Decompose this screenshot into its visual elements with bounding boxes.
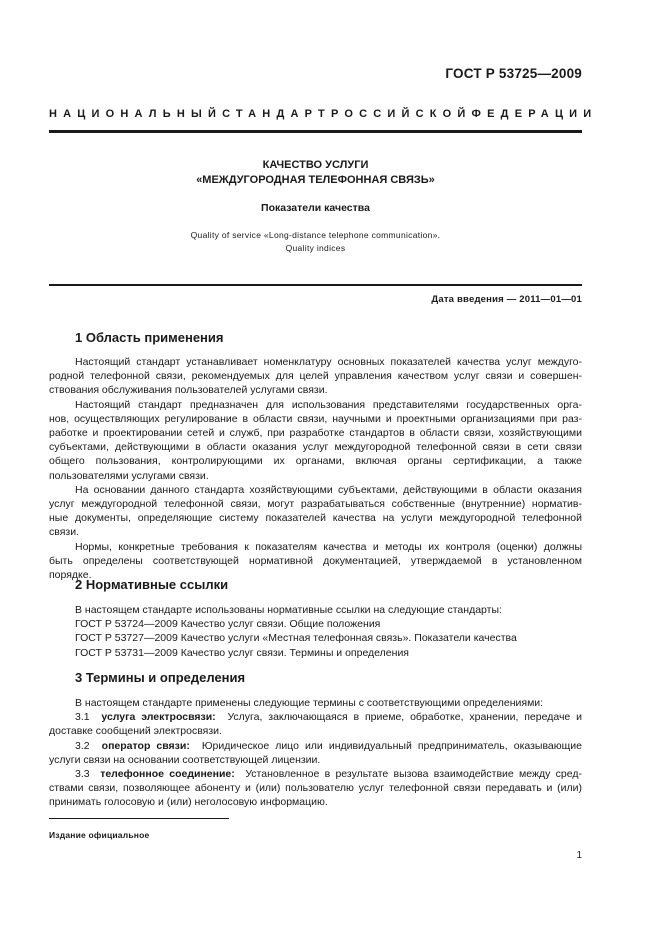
introduction-date: Дата введения — 2011—01—01	[431, 294, 582, 305]
text-line: пользователями услугами связи.	[49, 469, 209, 482]
term-3-1	[49, 710, 582, 724]
term-name: услуга электросвязи:	[101, 711, 216, 724]
title-rule	[49, 284, 582, 286]
reference-item: ГОСТ Р 53727—2009 Качество услуги «Местная телефонная связь». Показатели качества	[75, 632, 517, 645]
banner-word: НАЦИОНАЛЬНЫЙ	[49, 108, 223, 120]
text-line: ствования обслуживания пользователей услугами связи.	[49, 384, 328, 397]
text-line: связи.	[49, 526, 79, 539]
official-edition-label: Издание официальное	[49, 830, 150, 840]
term-name: оператор связи:	[101, 739, 190, 752]
text-line: услуг междугородной телефонной связи, могут разрабатываться собственные (внутренние) норматив-	[49, 498, 582, 511]
text-line: родной телефонной связи, рекомендуемых для целей управления качеством услуг связи и совершен-	[49, 370, 582, 383]
footer-rule	[49, 818, 229, 819]
section-1-title: 1 Область применения	[75, 330, 224, 345]
banner-word: РОССИЙСКОЙ	[330, 108, 472, 120]
text-line: На основании данного стандарта хозяйствующими субъектами, действующими в области оказания	[75, 483, 582, 496]
national-standard-banner	[49, 108, 598, 120]
section-1-body	[49, 355, 582, 582]
document-code: ГОСТ Р 53725—2009	[445, 66, 582, 81]
text-line: Настоящий стандарт предназначен для использования представителями государственных орга-	[75, 398, 582, 411]
term-number: 3.3	[75, 768, 90, 781]
term-number: 3.2	[75, 739, 90, 752]
term-3-3	[49, 767, 582, 781]
text-line: субъектами, действующими в области оказания услуг междугородной телефонной связи в сети связи	[49, 441, 582, 454]
text-line: В настоящем стандарте использованы нормативные ссылки на следующие стандарты:	[75, 604, 502, 616]
term-definition: Услуга, заключающаяся в приеме, обработке, хранении, передаче и	[227, 711, 582, 724]
reference-item: ГОСТ Р 53724—2009 Качество услуг связи. Общие положения	[75, 618, 381, 631]
reference-item: ГОСТ Р 53731—2009 Качество услуг связи. Термины и определения	[75, 646, 409, 659]
section-3-title: 3 Термины и определения	[75, 670, 246, 685]
text-line: нов, осуществляющих регулирование в области связи, научными и проектными организациями при раз-	[49, 412, 582, 425]
english-title-line-1: Quality of service «Long-distance telephone communication».	[190, 230, 441, 240]
english-title-line-2: Quality indices	[285, 243, 346, 253]
term-name: телефонное соединение:	[100, 768, 235, 781]
text-line: принимать голосовую и (или) неголосовую информацию.	[49, 796, 328, 809]
text-line: услуги связи на основании соответствующей лицензии.	[49, 753, 321, 766]
term-definition: Установленное в результате вызова взаимодействие между сред-	[245, 768, 582, 781]
subtitle: Показатели качества	[261, 202, 370, 214]
text-line: порядке.	[49, 569, 92, 582]
title-line-2: «МЕЖДУГОРОДНАЯ ТЕЛЕФОННАЯ СВЯЗЬ»	[196, 174, 435, 186]
text-line: ствами связи, позволяющее абоненту и (или) пользователю услуг телефонной связи передавать и (или)	[49, 782, 582, 795]
text-line: общего пользования, контролирующими их органами, включая органы сертификации, а также	[49, 455, 582, 468]
title-line-1: КАЧЕСТВО УСЛУГИ	[262, 159, 369, 171]
banner-word: СТАНДАРТ	[222, 108, 331, 120]
text-line: доставке сообщений электросвязи.	[49, 725, 222, 738]
banner-word: ФЕДЕРАЦИИ	[471, 108, 598, 120]
text-line: В настоящем стандарте применены следующие термины с соответствующими определениями:	[75, 697, 544, 709]
page-number: 1	[576, 850, 582, 861]
text-line: работке и проектировании сетей и служб, при разработке стандартов в области связи, хозяйствующими	[49, 427, 582, 440]
section-2-body	[49, 603, 582, 660]
section-2-title: 2 Нормативные ссылки	[75, 577, 229, 592]
term-definition: Юридическое лицо или индивидуальный предприниматель, оказывающие	[201, 739, 582, 752]
header-rule	[49, 130, 582, 133]
text-line: ные документы, определяющие систему показателей качества на услуги междугородной телефонной	[49, 512, 582, 525]
term-number: 3.1	[75, 711, 90, 724]
section-3-body	[49, 696, 582, 810]
text-line: Настоящий стандарт устанавливает номенклатуру основных показателей качества услуг междуго-	[75, 356, 582, 368]
text-line: Нормы, конкретные требования к показателям качества и методы их контроля (оценки) должны	[75, 540, 582, 553]
text-line: быть определены соответствующей нормативной документацией, утверждаемой в установленном	[49, 554, 582, 567]
term-3-2	[49, 739, 582, 753]
